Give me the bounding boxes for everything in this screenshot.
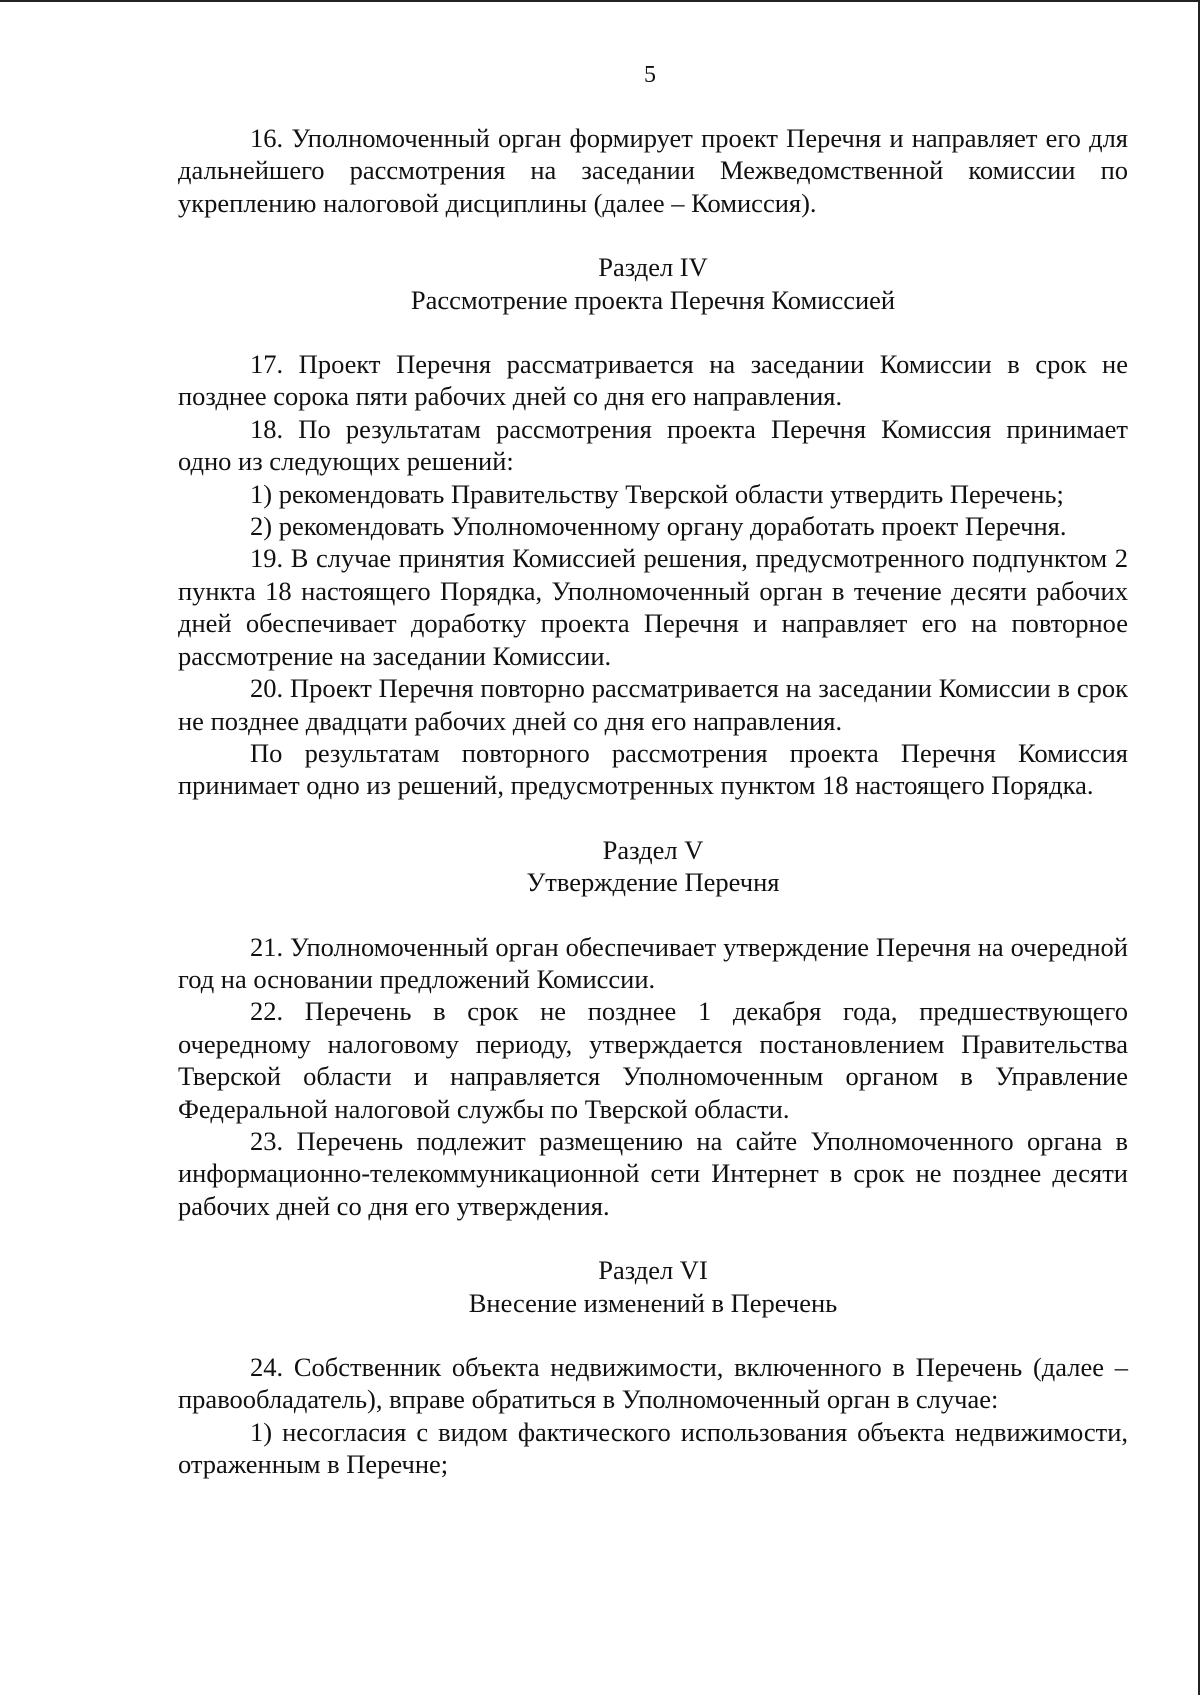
paragraph-19: 19. В случае принятия Комиссией решения, предусмотренного подпунктом 2 пункта 18 настоящего Порядка, Уполномоченный орган в течение десяти рабочих дней обеспечивает доработку проекта Перечня и направляет его на повторное рассмотрение на заседании Комиссии. — [178, 543, 1128, 671]
paragraph-24-item-1: 1) несогласия с видом фактического использования объекта недвижимости, отраженным в Перечне; — [178, 1416, 1128, 1480]
section-5-title: Утверждение Перечня — [526, 867, 780, 898]
section-4-number: Раздел IV — [598, 252, 708, 283]
paragraph-16: 16. Уполномоченный орган формирует проект Перечня и направляет его для дальнейшего рассмотрения на заседании Межведомственной комиссии по укреплению налоговой дисциплины (далее – Комиссия). — [178, 123, 1128, 218]
paragraph-22: 22. Перечень в срок не позднее 1 декабря года, предшествующего очередному налоговому периоду, утверждается постановлением Правительства Тверской области и направляется Уполномоченным органом в Управление Федеральной налоговой службы по Тверской области. — [178, 996, 1128, 1124]
page-number: 5 — [644, 62, 656, 88]
section-6-title: Внесение изменений в Перечень — [468, 1287, 838, 1318]
paragraph-20: 20. Проект Перечня повторно рассматривается на заседании Комиссии в срок не позднее двадцати рабочих дней со дня его направления. — [178, 673, 1128, 736]
paragraph-21: 21. Уполномоченный орган обеспечивает утверждение Перечня на очередной год на основании предложений Комиссии. — [178, 931, 1128, 994]
paragraph-18: 18. По результатам рассмотрения проекта Перечня Комиссия принимает одно из следующих решений: — [178, 413, 1128, 477]
paragraph-17: 17. Проект Перечня рассматривается на заседании Комиссии в срок не позднее сорока пяти рабочих дней со дня его направления. — [178, 349, 1128, 412]
paragraph-18-item-1: 1) рекомендовать Правительству Тверской области утвердить Перечень; — [250, 478, 1064, 509]
section-5-number: Раздел V — [602, 834, 704, 865]
paragraph-23: 23. Перечень подлежит размещению на сайте Уполномоченного органа в информационно-телекоммуникационной сети Интернет в срок не позднее десяти рабочих дней со дня его утверждения. — [178, 1125, 1128, 1221]
section-4-title: Рассмотрение проекта Перечня Комиссией — [410, 284, 896, 315]
paragraph-20-continuation: По результатам повторного рассмотрения проекта Перечня Комиссия принимает одно из решений, предусмотренных пунктом 18 настоящего Порядка. — [178, 737, 1128, 801]
paragraph-18-item-2: 2) рекомендовать Уполномоченному органу доработать проект Перечня. — [250, 511, 1067, 542]
paragraph-24: 24. Собственник объекта недвижимости, включенного в Перечень (далее – правообладатель), вправе обратиться в Уполномоченный орган в случае: — [178, 1352, 1128, 1415]
document-body — [178, 122, 1128, 1481]
section-6-number: Раздел VI — [598, 1255, 708, 1286]
